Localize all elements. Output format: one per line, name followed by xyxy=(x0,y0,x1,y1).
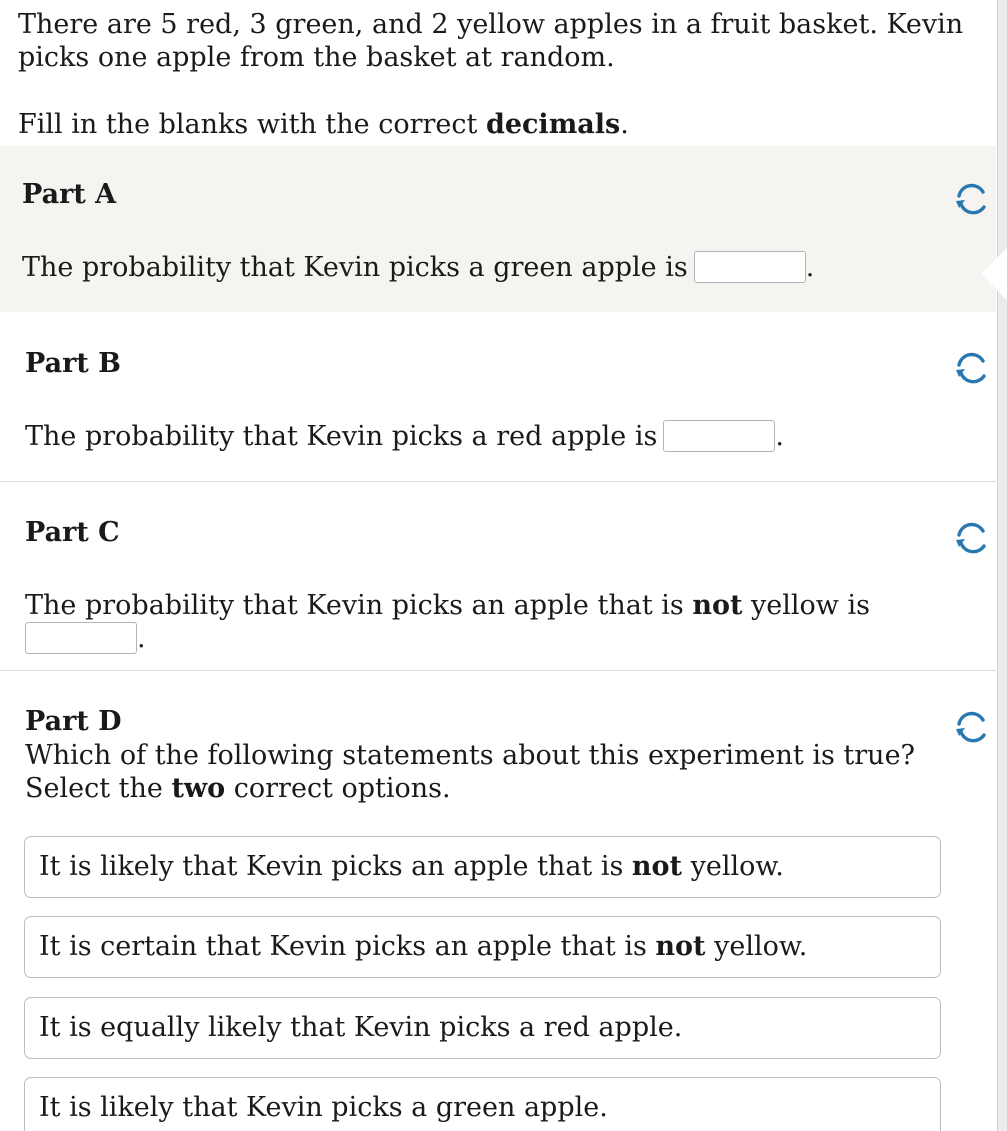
reset-icon[interactable] xyxy=(954,521,988,555)
part-c-question: The probability that Kevin picks an apple that is not yellow is xyxy=(25,590,870,621)
part-b-question: The probability that Kevin picks a red apple is . xyxy=(25,421,784,452)
problem-intro: There are 5 red, 3 green, and 2 yellow apples in a fruit basket. Kevin picks one apple from the basket at random. xyxy=(18,9,964,73)
answer-option[interactable]: It is equally likely that Kevin picks a red apple. xyxy=(24,997,941,1059)
reset-icon[interactable] xyxy=(954,182,988,216)
part-d-question: Which of the following statements about this experiment is true? xyxy=(25,740,916,771)
part-d-select-instruction: Select the two correct options. xyxy=(25,773,451,804)
instructions: Fill in the blanks with the correct decimals. xyxy=(18,109,629,140)
active-part-pointer xyxy=(981,248,1007,300)
part-a-answer-input[interactable] xyxy=(694,251,806,283)
part-c-title: Part C xyxy=(25,517,120,548)
part-d-section xyxy=(0,671,996,1131)
part-a-question: The probability that Kevin picks a green apple is . xyxy=(22,252,815,283)
scrollbar-track[interactable] xyxy=(997,0,1007,1131)
part-c-answer-line: . xyxy=(25,622,146,655)
part-c-answer-input[interactable] xyxy=(25,622,137,654)
part-b-answer-input[interactable] xyxy=(663,420,775,452)
part-d-title: Part D xyxy=(25,706,122,737)
part-b-title: Part B xyxy=(25,348,121,379)
reset-icon[interactable] xyxy=(954,351,988,385)
part-b-section xyxy=(0,312,996,481)
answer-option[interactable]: It is likely that Kevin picks a green apple. xyxy=(24,1077,941,1131)
part-a-section xyxy=(0,146,996,312)
answer-option[interactable]: It is likely that Kevin picks an apple that is not yellow. xyxy=(24,836,941,898)
part-a-title: Part A xyxy=(22,179,117,210)
reset-icon[interactable] xyxy=(954,710,988,744)
part-c-section xyxy=(0,482,996,670)
answer-option[interactable]: It is certain that Kevin picks an apple that is not yellow. xyxy=(24,916,941,978)
